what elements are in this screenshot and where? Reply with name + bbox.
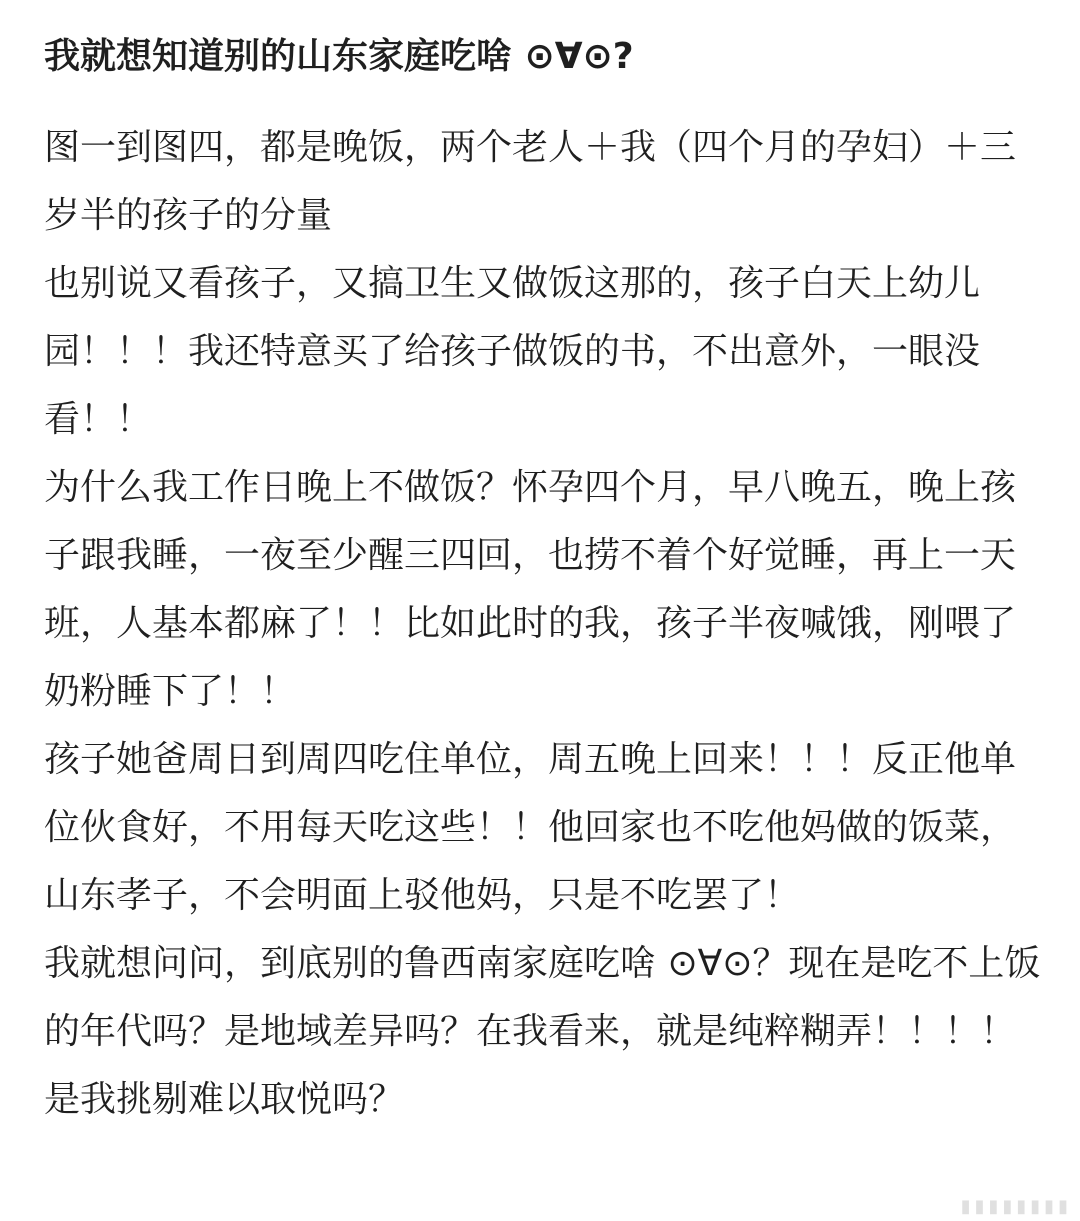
post-paragraph-3: 为什么我工作日晚上不做饭？怀孕四个月，早八晚五，晚上孩子跟我睡，一夜至少醒三四回，也捞不着个好觉睡，再上一天班，人基本都麻了！！比如此时的我，孩子半夜喊饿，刚喂了奶粉睡下了！！ (44, 467, 1017, 712)
post-body (44, 114, 1044, 1134)
post-paragraph-2: 也别说又看孩子，又搞卫生又做饭这那的，孩子白天上幼儿园！！！我还特意买了给孩子做饭的书，不出意外，一眼没看！！ (44, 263, 981, 440)
post-paragraph-1: 图一到图四，都是晚饭，两个老人＋我（四个月的孕妇）＋三岁半的孩子的分量 (44, 127, 1017, 236)
post-paragraph-4: 孩子她爸周日到周四吃住单位，周五晚上回来！！！反正他单位伙食好，不用每天吃这些！！他回家也不吃他妈做的饭菜，山东孝子，不会明面上驳他妈，只是不吃罢了！ (44, 739, 1017, 916)
post-content (44, 28, 1044, 1134)
watermark: ▮▮▮▮▮▮▮▮ (960, 1196, 1072, 1217)
post-title: 我就想知道别的山东家庭吃啥 ⊙∀⊙? (44, 36, 634, 77)
post-paragraph-5: 我就想问问，到底别的鲁西南家庭吃啥 ⊙∀⊙？现在是吃不上饭的年代吗？是地域差异吗？在我看来，就是纯粹糊弄！！！！是我挑剔难以取悦吗？ (44, 943, 1041, 1120)
